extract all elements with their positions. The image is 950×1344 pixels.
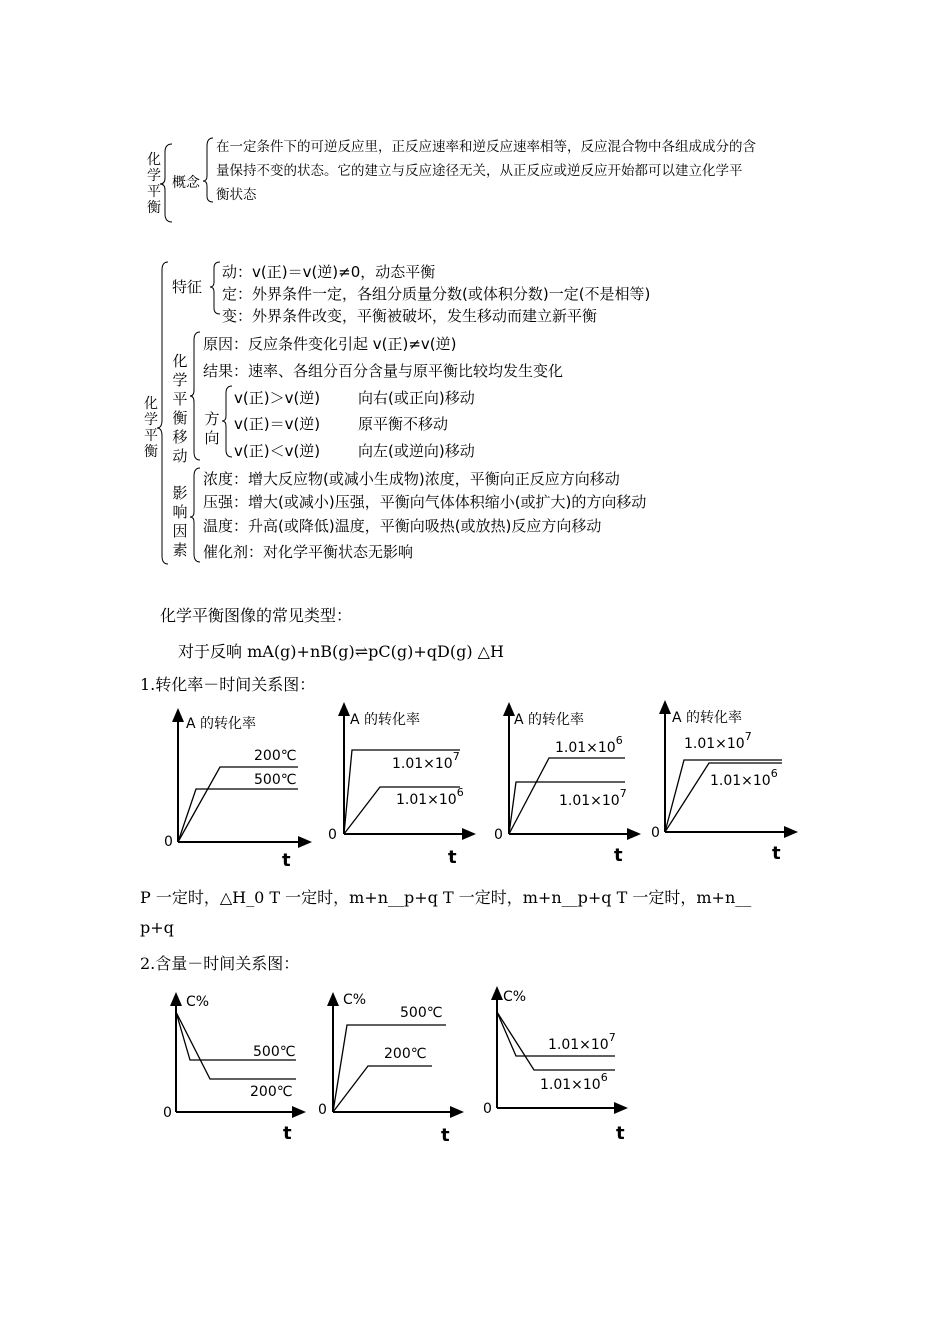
- chart2-origin: 0: [328, 827, 337, 843]
- feature-change: 变：外界条件改变，平衡被破坏，发生移动而建立新平衡: [222, 307, 598, 325]
- shift-result: 结果：速率、各组分百分含量与原平衡比较均发生变化: [203, 362, 564, 380]
- chart1-origin: 0: [164, 834, 173, 850]
- chart6-ylabel: C%: [343, 992, 367, 1008]
- chart7-lower-label: $1.01\times 10^6$: [540, 1071, 608, 1093]
- chart2-upper-label: $1.01\times 10^7$: [392, 750, 460, 772]
- chart1-upper-label: 200℃: [254, 748, 297, 764]
- chart5-origin: 0: [163, 1105, 172, 1121]
- chart6-origin: 0: [318, 1102, 327, 1118]
- chart4-xlabel: t: [772, 843, 781, 864]
- shift-label: 化学平衡移动: [172, 352, 188, 465]
- part1-heading: 1.转化率－时间关系图：: [140, 675, 316, 694]
- outline-topic: 化学平衡: [144, 396, 158, 460]
- factor-pressure: 压强：增大(或减小)压强，平衡向气体体积缩小(或扩大)的方向移动: [203, 493, 647, 511]
- chart6-curve-500c: [333, 1025, 446, 1112]
- chart7-origin: 0: [483, 1101, 492, 1117]
- concept-line-2: 量保持不变的状态。它的建立与反应途径无关，从正反应或逆反应开始都可以建立化学平: [216, 163, 743, 179]
- concept-label: 概念: [172, 175, 200, 191]
- chart3-origin: 0: [494, 827, 503, 843]
- chart2-ylabel: A 的转化率: [350, 712, 421, 728]
- chart7-upper-label: $1.01\times 10^7$: [548, 1031, 616, 1053]
- direction-effect-2: 原平衡不移动: [358, 415, 449, 433]
- chart1-lower-label: 500℃: [254, 772, 297, 788]
- factors-label: 影响因素: [172, 484, 188, 559]
- chart5-lower-label: 200℃: [250, 1084, 293, 1100]
- chart3-ylabel: A 的转化率: [514, 712, 585, 728]
- shift-cause: 原因：反应条件变化引起 v(正)≠v(逆): [203, 335, 457, 353]
- chart2-lower-label: $1.01\times 10^6$: [396, 786, 464, 808]
- chart3-lower-label: $1.01\times 10^7$: [559, 787, 627, 809]
- concept-topic: 化学平衡: [147, 152, 161, 216]
- chart4-lower-label: $1.01\times 10^6$: [710, 767, 778, 789]
- chart1-ylabel: A 的转化率: [186, 716, 257, 732]
- chart4-upper-label: $1.01\times 10^7$: [684, 730, 752, 752]
- part1-caption-1: P 一定时，△H_0 T 一定时，m+n__p+q T 一定时，m+n__p+q T 一定时，m+n__: [140, 888, 752, 907]
- feature-dynamic: 动：v(正)＝v(逆)≠0，动态平衡: [222, 263, 436, 281]
- direction-effect-3: 向左(或逆向)移动: [358, 442, 475, 460]
- chart4-origin: 0: [651, 825, 660, 841]
- direction-effect-1: 向右(或正向)移动: [358, 389, 475, 407]
- direction-cond-2: v(正)＝v(逆): [234, 415, 321, 433]
- section-title: 化学平衡图像的常见类型：: [160, 606, 353, 625]
- direction-cond-3: v(正)＜v(逆): [234, 442, 321, 460]
- chart4-ylabel: A 的转化率: [672, 710, 743, 726]
- chart3-xlabel: t: [614, 845, 623, 866]
- direction-label: 方向: [204, 410, 220, 447]
- direction-cond-1: v(正)＞v(逆): [234, 389, 321, 407]
- chart6-upper-label: 500℃: [400, 1005, 443, 1021]
- chart6-xlabel: t: [441, 1125, 450, 1146]
- factor-catalyst: 催化剂：对化学平衡状态无影响: [203, 543, 414, 561]
- reaction-line: 对于反响 mA(g)+nB(g)⇌pC(g)+qD(g) △H: [178, 642, 504, 661]
- part2-heading: 2.含量－时间关系图：: [140, 954, 300, 973]
- part1-caption-2: p+q: [140, 918, 174, 937]
- chart7-xlabel: t: [616, 1123, 625, 1144]
- feature-fixed: 定：外界条件一定，各组分质量分数(或体积分数)一定(不是相等): [222, 285, 651, 303]
- factor-concentration: 浓度：增大反应物(或减小生成物)浓度，平衡向正反应方向移动: [203, 470, 620, 488]
- chart7-ylabel: C%: [503, 989, 527, 1005]
- features-label: 特征: [172, 278, 203, 296]
- chart6-lower-label: 200℃: [384, 1046, 427, 1062]
- chart2-xlabel: t: [448, 847, 457, 868]
- factor-temperature: 温度：升高(或降低)温度，平衡向吸热(或放热)反应方向移动: [203, 517, 602, 535]
- chart1-xlabel: t: [282, 850, 291, 871]
- chart5-ylabel: C%: [186, 994, 210, 1010]
- chart5-xlabel: t: [283, 1123, 292, 1144]
- concept-line-1: 在一定条件下的可逆反应里，正反应速率和逆反应速率相等，反应混合物中各组成成分的含: [216, 139, 756, 155]
- chart6-curve-200c: [333, 1066, 432, 1112]
- chart3-upper-label: $1.01\times 10^6$: [555, 734, 623, 756]
- concept-line-3: 衡状态: [216, 187, 257, 203]
- chart5-upper-label: 500℃: [253, 1044, 296, 1060]
